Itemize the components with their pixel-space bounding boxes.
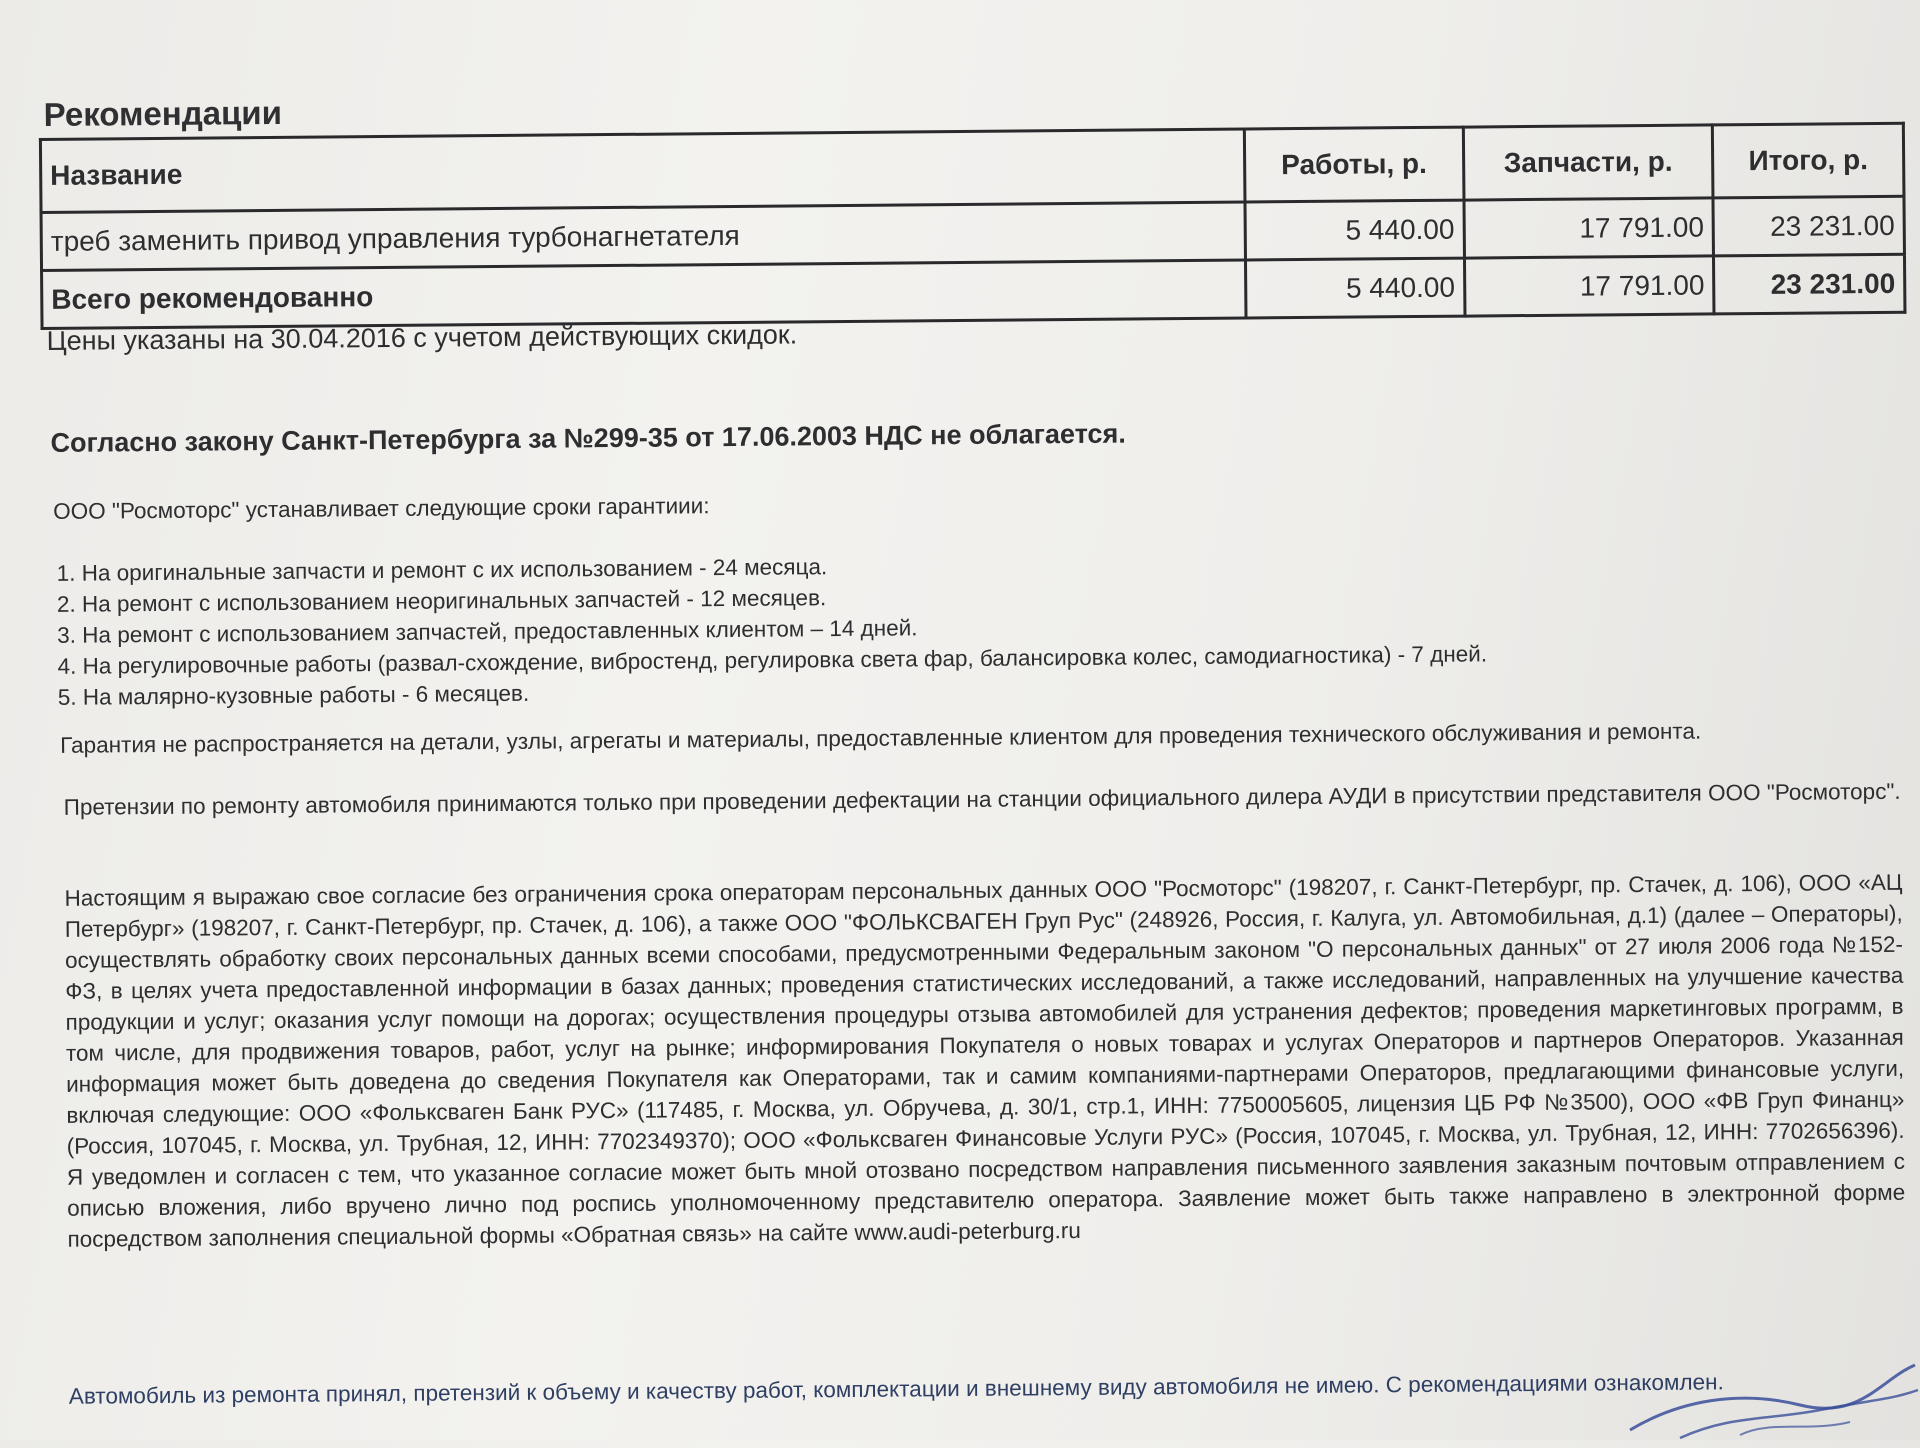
acceptance-statement: Автомобиль из ремонта принял, претензий к объему и качеству работ, комплектации и внешнему виду автомобиля не имею. С рекомендациями ознакомлен. — [68, 1369, 1724, 1409]
section-heading: Рекомендации — [43, 93, 283, 133]
header-total: Итого, р. — [1713, 123, 1904, 198]
list-item: 2. На ремонт с использованием неоригинальных запчастей - 12 месяцев. — [56, 585, 827, 617]
prices-note: Цены указаны на 30.04.2016 с учетом действующих скидок. — [46, 319, 798, 356]
warranty-intro: ООО "Росмоторс" устанавливает следующие сроки гарантиии: — [53, 493, 710, 524]
list-item: 4. На регулировочные работы (развал-схождение, вибростенд, регулировка света фар, балансировка колес, самодиагностика) - 7 дней. — [57, 641, 1488, 679]
warranty-exclusion: Гарантия не распространяется на детали, узлы, агрегаты и материалы, предоставленные клиентом для проведения технического обслуживания и ремонта. — [60, 718, 1702, 758]
header-name: Название — [40, 129, 1245, 213]
list-item: 3. На ремонт с использованием запчастей, предоставленных клиентом – 14 дней. — [57, 615, 918, 648]
header-works: Работы, р. — [1244, 127, 1463, 202]
row-name-cell: треб заменить привод управления турбонагнетателя — [41, 202, 1245, 271]
claims-note: Претензии по ремонту автомобиля принимаются только при проведении дефектации на станции официального дилера АУДИ в присутствии представителя ООО "Росмоторс". — [63, 778, 1901, 820]
row-works-cell: 5 440.00 — [1245, 200, 1464, 260]
total-sum-cell: 23 231.00 — [1714, 254, 1905, 314]
personal-data-consent: Настоящим я выражаю свое согласие без ограничения срока операторам персональных данных ООО "Росмоторс" (198207, г. Санкт-Петербург, пр. Стачек, д. 106), ООО «АЦ Петербург» (198207, г. Санкт-Петербург, пр. Стачек, д. 106), а также ООО "ФОЛЬКСВАГЕН Груп Рус" (248926, Россия, г. Калуга, ул. Автомобильная, д.1) (далее – Операторы), осуществлять обработку своих персональных данных всеми способами, предусмотренными Федеральным законом "О персональных данных" от 27 июля 2006 года №152-ФЗ, в целях учета предоставленной информации в базах данных; проведения статистических исследований, а также исследований, направленных на улучшение качества продукции и услуг; оказания услуг помощи на дорогах; осуществления процедуры отзыва автомобилей для устранения дефектов; проведения маркетинговых программ, в том числе, для продвижения товаров, работ, услуг на рынке; информирования Покупателя о новых товарах и услугах Операторов и партнеров Операторов. Указанная информация может быть доведена до сведения Покупателя как Операторами, так и самим компаниями-партнерами Операторов, предлагающими финансовые услуги, включая следующие: ООО «Фольксваген Банк РУС» (117485, г. Москва, ул. Обручева, д. 30/1, стр.1, ИНН: 7750005605, лицензия ЦБ РФ №3500), ООО «ФВ Груп Финанц» (Россия, 107045, г. Москва, ул. Трубная, 12, ИНН: 7702349370); ООО «Фольксваген Финансовые Услуги РУС» (Россия, 107045, г. Москва, ул. Трубная, 12, ИНН: 7702656396). Я уведомлен и согласен с тем, что указанное согласие может быть мной отозвано посредством направления письменного заявления заказным почтовым отправлением с описью вложения, либо вручено лично под роспись уполномоченному представителю оператора. Заявление может быть также направлено в электронной форме посредством заполнения специальной формы «Обратная связь» на сайте www.audi-peterburg.ru — [64, 869, 1906, 1252]
total-works-cell: 5 440.00 — [1245, 258, 1464, 318]
list-item: 1. На оригинальные запчасти и ремонт с их использованием - 24 месяца. — [56, 554, 828, 586]
recommendations-table — [39, 122, 1907, 330]
row-parts-cell: 17 791.00 — [1464, 198, 1714, 258]
list-item: 5. На малярно-кузовные работы - 6 месяцев. — [57, 680, 530, 710]
row-total-cell: 23 231.00 — [1713, 196, 1904, 256]
total-name-cell: Всего рекомендованно — [42, 260, 1246, 329]
header-parts: Запчасти, р. — [1463, 125, 1713, 200]
total-parts-cell: 17 791.00 — [1464, 256, 1714, 316]
warranty-list — [57, 545, 1488, 712]
vat-law-note: Согласно закону Санкт-Петербурга за №299-35 от 17.06.2003 НДС не облагается. — [50, 418, 1126, 458]
